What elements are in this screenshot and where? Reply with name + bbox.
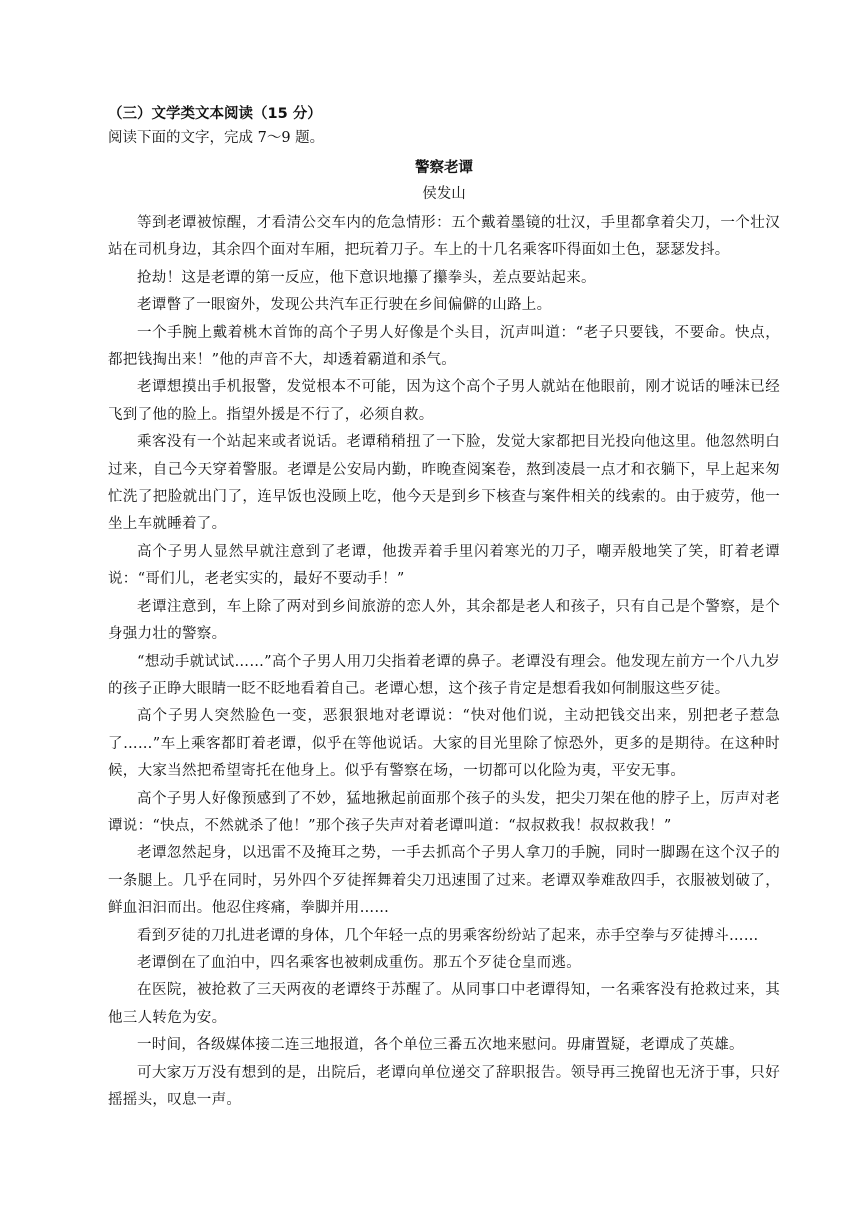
paragraph: 高个子男人突然脸色一变，恶狠狠地对老谭说：“快对他们说，主动把钱交出来，别把老子惹急了……”车上乘客都盯着老谭，似乎在等他说话。大家的目光里除了惊恐外，更多的是期待。在这种时候，大家当然把希望寄托在他身上。似乎有警察在场，一切都可以化险为夷，平安无事。 bbox=[108, 708, 780, 780]
paragraph: 看到歹徒的刀扎进老谭的身体，几个年轻一点的男乘客纷纷站了起来，赤手空拳与歹徒搏斗…… bbox=[137, 927, 759, 944]
paragraph: 等到老谭被惊醒，才看清公交车内的危急情形：五个戴着墨镜的壮汉，手里都拿着尖刀，一个壮汉站在司机身边，其余四个面对车厢，把玩着刀子。车上的十几名乘客吓得面如土色，瑟瑟发抖。 bbox=[108, 215, 780, 259]
paragraph: 老谭忽然起身，以迅雷不及掩耳之势，一手去抓高个子男人拿刀的手腕，同时一脚踢在这个汉子的一条腿上。几乎在同时，另外四个歹徒挥舞着尖刀迅速围了过来。老谭双拳难敌四手，衣服被划破了，鲜血汩汩而出。他忍住疼痛，拳脚并用…… bbox=[108, 845, 780, 917]
paragraph: 老谭注意到，车上除了两对到乡间旅游的恋人外，其余都是老人和孩子，只有自己是个警察，是个身强力壮的警察。 bbox=[108, 598, 780, 643]
article-body bbox=[108, 210, 780, 1114]
paragraph: 老谭想摸出手机报警，发觉根本不可能，因为这个高个子男人就站在他眼前，刚才说话的唾沫已经飞到了他的脸上。指望外援是不行了，必须自救。 bbox=[108, 379, 780, 423]
article-author: 侯发山 bbox=[422, 186, 466, 202]
article-title: 警察老谭 bbox=[415, 160, 473, 176]
paragraph: “想动手就试试……”高个子男人用刀尖指着老谭的鼻子。老谭没有理会。他发现左前方一个八九岁的孩子正睁大眼睛一眨不眨地看着自己。老谭心想，这个孩子肯定是想看我如何制服这些歹徒。 bbox=[108, 653, 780, 697]
paragraph: 可大家万万没有想到的是，出院后，老谭向单位递交了辞职报告。领导再三挽留也无济于事，只好摇摇头，叹息一声。 bbox=[108, 1064, 780, 1108]
paragraph: 在医院，被抢救了三天两夜的老谭终于苏醒了。从同事口中老谭得知，一名乘客没有抢救过来，其他三人转危为安。 bbox=[108, 982, 780, 1026]
section-title: （三）文学类文本阅读（15 分） bbox=[108, 106, 322, 122]
document-page bbox=[108, 102, 780, 1114]
instruction: 阅读下面的文字，完成 7～9 题。 bbox=[108, 130, 325, 146]
paragraph: 一个手腕上戴着桃木首饰的高个子男人好像是个头目，沉声叫道：“老子只要钱，不要命。快点，都把钱掏出来！”他的声音不大，却透着霸道和杀气。 bbox=[108, 324, 780, 369]
paragraph: 高个子男人好像预感到了不妙，猛地揪起前面那个孩子的头发，把尖刀架在他的脖子上，厉声对老谭说：“快点，不然就杀了他！”那个孩子失声对着老谭叫道：“叔叔救我！叔叔救我！” bbox=[108, 790, 780, 834]
paragraph: 老谭瞥了一眼窗外，发现公共汽车正行驶在乡间偏僻的山路上。 bbox=[137, 297, 552, 314]
paragraph: 高个子男人显然早就注意到了老谭，他拨弄着手里闪着寒光的刀子，嘲弄般地笑了笑，盯着老谭说：“哥们儿，老老实实的，最好不要动手！” bbox=[108, 543, 780, 588]
paragraph: 抢劫！这是老谭的第一反应，他下意识地攥了攥拳头，差点要站起来。 bbox=[137, 269, 596, 286]
paragraph: 乘客没有一个站起来或者说话。老谭稍稍扭了一下脸，发觉大家都把目光投向他这里。他忽然明白过来，自己今天穿着警服。老谭是公安局内勤，昨晚查阅案卷，熬到凌晨一点才和衣躺下，早上起来匆忙洗了把脸就出门了，连早饭也没顾上吃，他今天是到乡下核查与案件相关的线索的。由于疲劳，他一坐上车就睡着了。 bbox=[108, 434, 780, 533]
paragraph: 老谭倒在了血泊中，四名乘客也被刺成重伤。那五个歹徒仓皇而逃。 bbox=[137, 954, 581, 971]
paragraph: 一时间，各级媒体接二连三地报道，各个单位三番五次地来慰问。毋庸置疑，老谭成了英雄。 bbox=[137, 1037, 744, 1054]
